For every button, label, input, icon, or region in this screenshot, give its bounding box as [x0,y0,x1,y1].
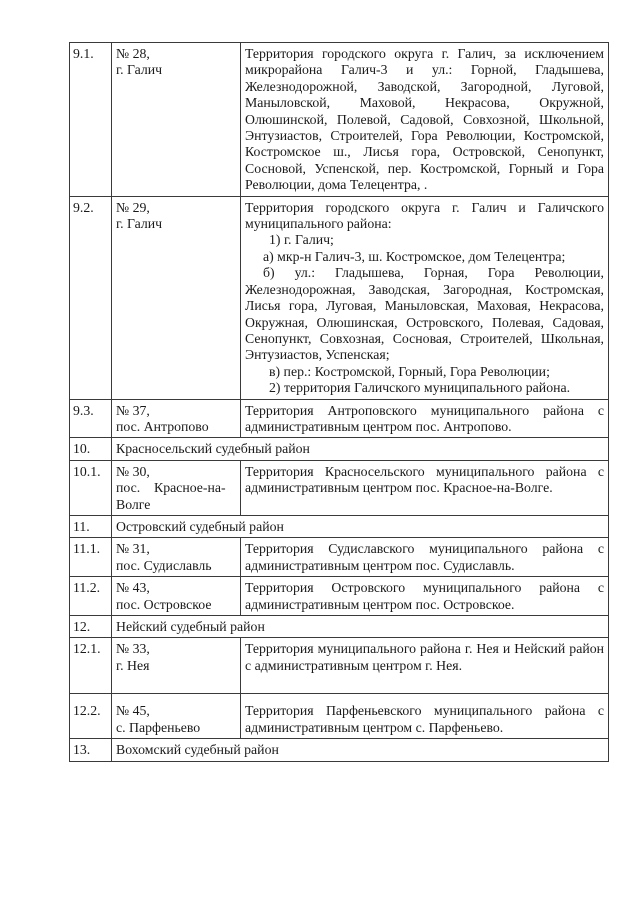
district-name: Нейский судебный район [112,616,609,638]
court-number: № 29, [116,199,150,215]
row-number: 12.1. [70,638,112,694]
row-number: 12.2. [70,694,112,739]
territory-cell: Территория Судиславского муниципального района с административным центром пос. Судиславль. [241,538,609,577]
territory-item-1: 1) г. Галич; [269,232,334,248]
court-location: с. Парфеньево [116,719,201,735]
district-header-row [70,616,609,638]
court-location: пос. Островское [116,596,212,612]
row-number: 9.2. [70,196,112,399]
court-location: г. Галич [116,62,163,78]
district-name: Красносельский судебный район [112,438,609,460]
row-number: 12. [70,616,112,638]
court-cell [112,460,241,515]
territory-item-1c: в) пер.: Костромской, Горный, Гора Революции; [269,363,550,379]
territory-cell: Территория муниципального района г. Нея и Нейский район с административным центром г. Нея. [241,638,609,694]
territory-cell: Территория Антроповского муниципального района с административным центром пос. Антропово. [241,399,609,438]
territory-cell: Территория Парфеньевского муниципального района с административным центром с. Парфеньево. [241,694,609,739]
table-row [70,460,609,515]
table-row [70,577,609,616]
territory-cell: Территория городского округа г. Галич, за исключением микрорайона Галич-3 и ул.: Горной, Гладышева, Железнодорожной, Заводской, Загородной, Луговой, Маныловской, Маховой, Некрасова, Окружной, Олюшинской, Полевой, Садовой, Совхозной, Школьной, Энтузиастов, Строителей, Гора Революции, Костромской, Костромское ш., Лисья гора, Островской, Сенопункт, Сосновой, Успенской, пер. Костромской, Горный и Гора Революции, дома Телецентра, . [241,43,609,197]
court-cell [112,538,241,577]
court-location: пос. Красное-на- [116,480,226,496]
row-number: 11.1. [70,538,112,577]
court-number: № 28, [116,46,150,61]
row-number: 10. [70,438,112,460]
court-location-cont: Волге [116,496,151,512]
court-cell [112,399,241,438]
row-number: 13. [70,739,112,761]
court-number: № 33, [116,641,150,657]
row-number: 11.2. [70,577,112,616]
territory-item-2: 2) территория Галичского муниципального района. [269,380,571,396]
table-row [70,638,609,694]
territory-cell [241,196,609,399]
court-number: № 37, [116,402,150,418]
row-number: 11. [70,515,112,537]
district-name: Островский судебный район [112,515,609,537]
table-row [70,399,609,438]
territory-cell: Территория Островского муниципального района с административным центром пос. Островское. [241,577,609,616]
district-name: Вохомский судебный район [112,739,609,761]
court-number: № 30, [116,463,150,479]
territory-cell: Территория Красносельского муниципального района с административным центром пос. Красное-на-Волге. [241,460,609,515]
table-row [70,694,609,739]
court-cell [112,694,241,739]
court-cell [112,638,241,694]
table-row [70,196,609,399]
court-location: г. Нея [116,657,150,673]
territory-intro: Территория городского округа г. Галич и Галичского муниципального района: [245,199,604,232]
territory-item-1b: б) ул.: Гладышева, Горная, Гора Революции, Железнодорожная, Заводская, Загородная, Костромская, Лисья гора, Луговая, Маныловская, Маховая, Некрасова, Окружная, Олюшинская, Островского, Полевая, Садовая, Сенопункт, Совхозная, Сосновая, Строителей, Школьная, Энтузиастов, Успенская; [245,265,604,363]
district-header-row [70,515,609,537]
court-districts-table [69,42,609,762]
territory-item-1a: а) мкр-н Галич-3, ш. Костромское, дом Телецентра; [263,248,566,264]
row-number: 9.3. [70,399,112,438]
district-header-row [70,438,609,460]
table-row [70,538,609,577]
district-header-row [70,739,609,761]
court-number: № 43, [116,580,150,596]
court-location: пос. Антропово [116,418,209,434]
row-number: 9.1. [70,43,112,197]
table-row [70,43,609,197]
court-number: № 31, [116,541,150,557]
court-cell [112,577,241,616]
court-location: г. Галич [116,216,163,232]
court-location: пос. Судиславль [116,557,212,573]
court-cell [112,43,241,197]
court-number: № 45, [116,703,150,719]
row-number: 10.1. [70,460,112,515]
court-cell [112,196,241,399]
